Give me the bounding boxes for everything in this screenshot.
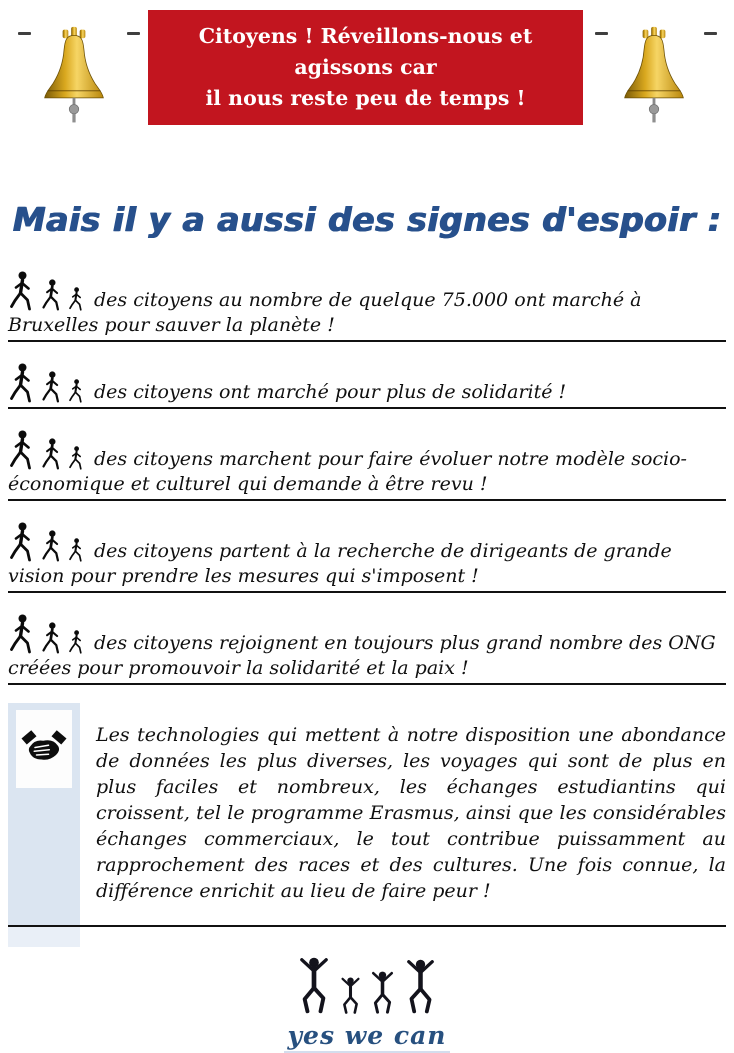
sidebar-bar [8, 703, 80, 925]
dash-mark [704, 32, 717, 35]
walker-icon [8, 614, 35, 654]
handshake-icon [20, 728, 68, 770]
hope-item [8, 522, 726, 593]
dash-mark [127, 32, 140, 35]
jumper-icon [295, 957, 333, 1015]
item-text: des citoyens marchent pour faire évoluer notre modèle socio-économique et culturel qui demande à être revu ! [8, 448, 687, 495]
walker-icon [68, 538, 84, 562]
walker-icon [68, 287, 84, 311]
jumper-icon [338, 977, 363, 1015]
walker-icon [8, 522, 35, 562]
walker-icon [68, 379, 84, 403]
walker-icon [68, 630, 84, 654]
walker-icon [8, 430, 35, 470]
handshake-box [16, 710, 72, 788]
jumping-people-icon [295, 957, 439, 1015]
hope-item [8, 363, 726, 409]
footer [0, 957, 734, 1050]
walker-icon [68, 446, 84, 470]
alarm-banner [148, 10, 583, 125]
walking-people-icon [8, 614, 84, 654]
jumper-icon [368, 971, 397, 1015]
bell-icon [30, 24, 118, 130]
hope-heading: Mais il y a aussi des signes d'espoir : [12, 200, 722, 239]
walker-icon [8, 271, 35, 311]
walker-icon [41, 438, 62, 470]
walker-icon [41, 622, 62, 654]
walker-icon [41, 530, 62, 562]
dash-mark [595, 32, 608, 35]
hope-item [8, 430, 726, 501]
hope-item [8, 614, 726, 685]
item-text: des citoyens partent à la recherche de dirigeants de grande vision pour prendre les mesures qui s'imposent ! [8, 540, 672, 587]
walking-people-icon [8, 522, 84, 562]
item-text: des citoyens ont marché pour plus de solidarité ! [94, 381, 567, 403]
yes-we-can-caption: yes we can [0, 1021, 734, 1050]
walking-people-icon [8, 430, 84, 470]
walker-icon [41, 371, 62, 403]
hope-items [8, 271, 726, 685]
item-text: des citoyens rejoignent en toujours plus grand nombre des ONG créées pour promouvoir la solidarité et la paix ! [8, 632, 716, 679]
walker-icon [8, 363, 35, 403]
walking-people-icon [8, 363, 84, 403]
bell-icon [610, 24, 698, 130]
hope-item [8, 271, 726, 342]
banner-line-2: il nous reste peu de temps ! [205, 85, 526, 110]
walker-icon [41, 279, 62, 311]
jumper-icon [402, 959, 439, 1015]
tech-paragraph-text: Les technologies qui mettent à notre disposition une abondance de données les plus diverses, les voyages qui sont de plus en plus faciles et nombreux, les échanges estudiantins qui croissent, tel le programme Erasmus, ainsi que les considérables échanges commerciaux, le tout contribue puissamment au rapprochement des races et des cultures. Une fois connue, la différence enrichit au lieu de faire peur ! [96, 724, 726, 902]
walking-people-icon [8, 271, 84, 311]
header [0, 0, 734, 148]
tech-paragraph-block [8, 703, 726, 927]
item-text: des citoyens au nombre de quelque 75.000 ont marché à Bruxelles pour sauver la planète ! [8, 289, 642, 336]
banner-line-1: Citoyens ! Réveillons-nous et agissons car [198, 24, 533, 80]
sidebar-bar-tail [8, 927, 80, 947]
